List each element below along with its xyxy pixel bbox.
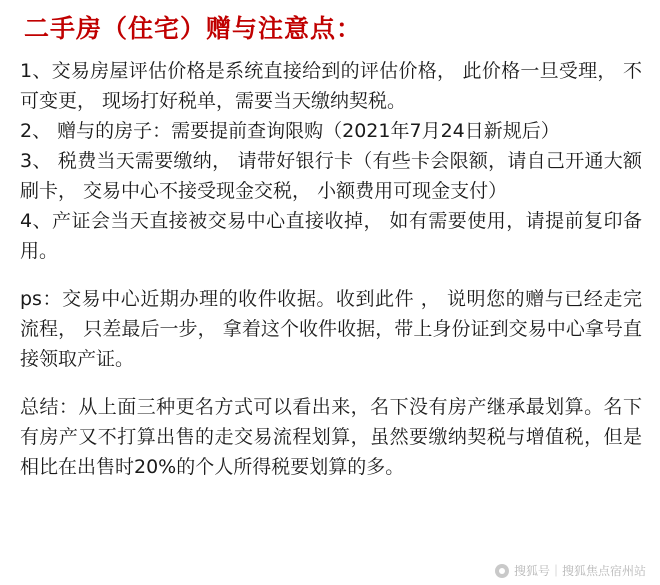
spacer xyxy=(20,374,642,392)
summary-paragraph: 总结：从上面三种更名方式可以看出来，名下没有房产继承最划算。名下有房产又不打算出售的走交易流程划算，虽然要缴纳契税与增值税，但是相比在出售时20%的个人所得税要划算的多。 xyxy=(20,396,642,479)
note-item-2: 2、 赠与的房子：需要提前查询限购（2021年7月24日新规后） xyxy=(20,120,560,143)
watermark xyxy=(495,562,646,579)
note-item-1: 1、交易房屋评估价格是系统直接给到的评估价格， 此价格一旦受理， 不可变更， 现场打好税单，需要当天缴纳契税。 xyxy=(20,60,642,113)
page-title: 二手房（住宅）赠与注意点： xyxy=(24,14,363,43)
note-item-4: 4、产证会当天直接被交易中心直接收掉， 如有需要使用，请提前复印备用。 xyxy=(20,210,642,263)
note-item-3: 3、 税费当天需要缴纳， 请带好银行卡（有些卡会限额，请自己开通大额刷卡， 交易中心不接受现金交税， 小额费用可现金支付） xyxy=(20,150,642,203)
watermark-label: 搜狐号｜搜狐焦点宿州站 xyxy=(513,564,646,578)
sohu-logo-icon xyxy=(495,564,509,578)
ps-paragraph: ps：交易中心近期办理的收件收据。收到此件 ， 说明您的赠与已经走完流程， 只差最后一步， 拿着这个收件收据，带上身份证到交易中心拿号直接领取产证。 xyxy=(20,288,642,371)
spacer xyxy=(20,266,642,284)
